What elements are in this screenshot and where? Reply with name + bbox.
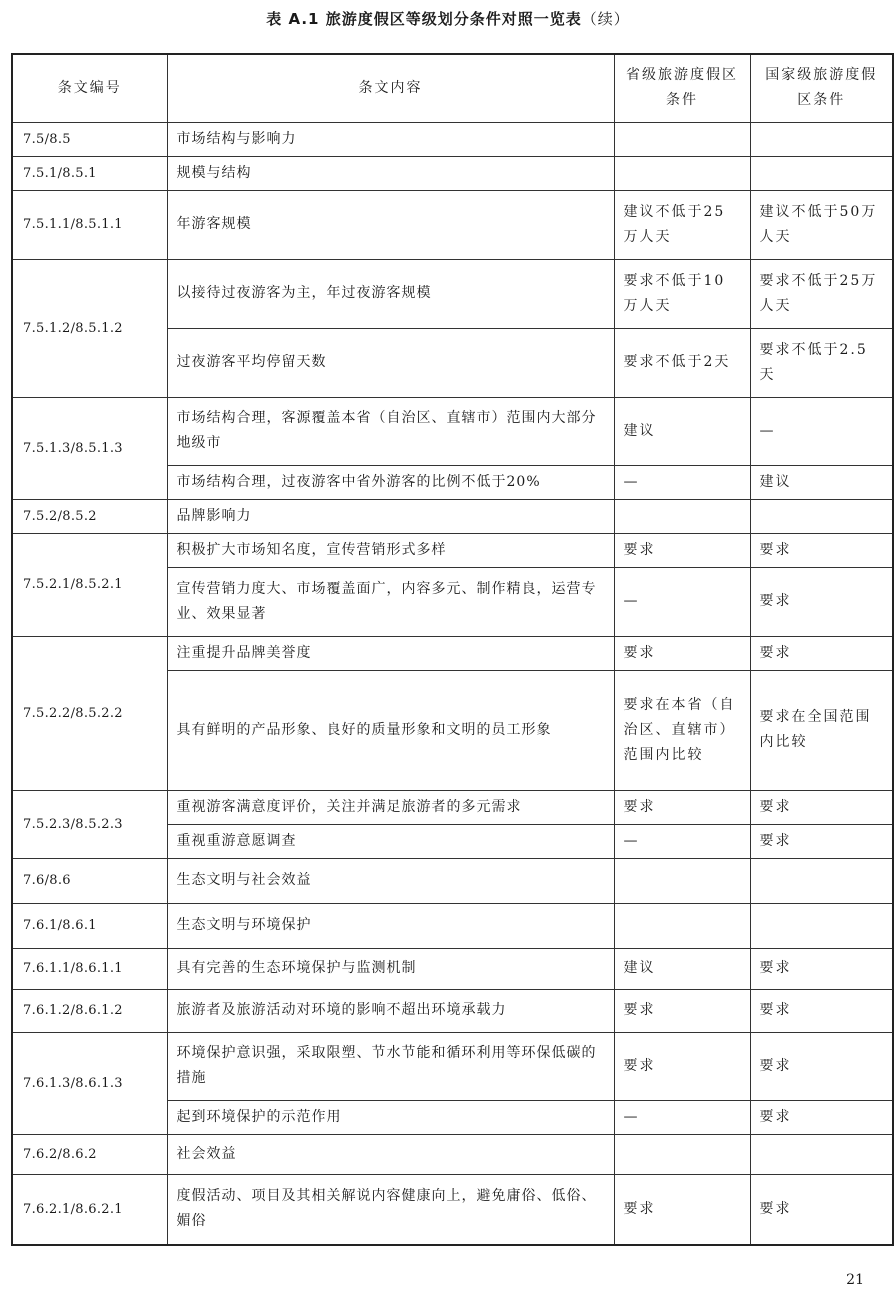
clause-content: 积极扩大市场知名度，宣传营销形式多样	[167, 533, 614, 567]
table-row	[12, 1032, 893, 1100]
provincial-condition: 建议	[614, 948, 750, 989]
clause-content: 旅游者及旅游活动对环境的影响不超出环境承载力	[167, 989, 614, 1032]
provincial-condition: 要求在本省（自治区、直辖市）范围内比较	[614, 670, 750, 790]
table-row	[12, 636, 893, 670]
national-condition: 要求	[750, 1174, 893, 1245]
provincial-condition	[614, 858, 750, 903]
clause-code: 7.5.1.3/8.5.1.3	[12, 397, 167, 499]
national-condition: 要求	[750, 824, 893, 858]
clause-code: 7.5.2.1/8.5.2.1	[12, 533, 167, 636]
provincial-condition: 要求	[614, 790, 750, 824]
provincial-condition: 要求	[614, 636, 750, 670]
clause-content: 年游客规模	[167, 190, 614, 259]
provincial-condition	[614, 156, 750, 190]
clause-content: 社会效益	[167, 1134, 614, 1174]
table-row	[12, 533, 893, 567]
page-number: 21	[846, 1272, 864, 1288]
table-row	[12, 1134, 893, 1174]
table-row	[12, 903, 893, 948]
clause-content: 市场结构合理，过夜游客中省外游客的比例不低于20%	[167, 465, 614, 499]
clause-content: 具有完善的生态环境保护与监测机制	[167, 948, 614, 989]
clause-code: 7.5.2.3/8.5.2.3	[12, 790, 167, 858]
provincial-condition: 建议不低于25万人天	[614, 190, 750, 259]
clause-content: 重视游客满意度评价，关注并满足旅游者的多元需求	[167, 790, 614, 824]
clause-content: 市场结构与影响力	[167, 122, 614, 156]
national-condition	[750, 499, 893, 533]
provincial-condition: 要求	[614, 1032, 750, 1100]
provincial-condition: —	[614, 1100, 750, 1134]
clause-code: 7.5/8.5	[12, 122, 167, 156]
provincial-condition: —	[614, 567, 750, 636]
table-row	[12, 190, 893, 259]
provincial-condition: 要求	[614, 1174, 750, 1245]
clause-code: 7.5.2.2/8.5.2.2	[12, 636, 167, 790]
national-condition: 要求	[750, 1032, 893, 1100]
provincial-condition: 要求不低于2天	[614, 328, 750, 397]
clause-content: 宣传营销力度大、市场覆盖面广，内容多元、制作精良，运营专业、效果显著	[167, 567, 614, 636]
national-condition: —	[750, 397, 893, 465]
national-condition: 要求	[750, 790, 893, 824]
table-row	[12, 156, 893, 190]
clause-code: 7.6.1.3/8.6.1.3	[12, 1032, 167, 1134]
clause-code: 7.5.1/8.5.1	[12, 156, 167, 190]
clause-content: 具有鲜明的产品形象、良好的质量形象和文明的员工形象	[167, 670, 614, 790]
national-condition: 要求不低于25万人天	[750, 259, 893, 328]
clause-content: 度假活动、项目及其相关解说内容健康向上，避免庸俗、低俗、媚俗	[167, 1174, 614, 1245]
national-condition	[750, 1134, 893, 1174]
column-header-content: 条文内容	[167, 54, 614, 122]
clause-code: 7.6.1.2/8.6.1.2	[12, 989, 167, 1032]
clause-content: 重视重游意愿调查	[167, 824, 614, 858]
provincial-condition	[614, 1134, 750, 1174]
table-row	[12, 989, 893, 1032]
clause-code: 7.6.2.1/8.6.2.1	[12, 1174, 167, 1245]
clause-content: 过夜游客平均停留天数	[167, 328, 614, 397]
clause-code: 7.6.1/8.6.1	[12, 903, 167, 948]
table-title: 表 A.1 旅游度假区等级划分条件对照一览表（续）	[266, 10, 630, 28]
table-row	[12, 858, 893, 903]
national-condition	[750, 858, 893, 903]
provincial-condition	[614, 499, 750, 533]
provincial-condition	[614, 122, 750, 156]
provincial-condition: 要求不低于10万人天	[614, 259, 750, 328]
national-condition: 要求	[750, 567, 893, 636]
provincial-condition: 要求	[614, 533, 750, 567]
national-condition: 建议不低于50万人天	[750, 190, 893, 259]
provincial-condition	[614, 903, 750, 948]
national-condition	[750, 156, 893, 190]
national-condition: 要求不低于2.5天	[750, 328, 893, 397]
clause-content: 规模与结构	[167, 156, 614, 190]
clause-content: 环境保护意识强，采取限塑、节水节能和循环利用等环保低碳的措施	[167, 1032, 614, 1100]
provincial-condition: 建议	[614, 397, 750, 465]
table-header-row	[12, 54, 893, 122]
table-row	[12, 1174, 893, 1245]
column-header-code: 条文编号	[12, 54, 167, 122]
table-row	[12, 122, 893, 156]
clause-content: 起到环境保护的示范作用	[167, 1100, 614, 1134]
national-condition: 要求	[750, 1100, 893, 1134]
table-row	[12, 259, 893, 328]
provincial-condition: 要求	[614, 989, 750, 1032]
national-condition	[750, 903, 893, 948]
national-condition: 要求	[750, 948, 893, 989]
national-condition: 要求	[750, 989, 893, 1032]
provincial-condition: —	[614, 824, 750, 858]
clause-content: 生态文明与社会效益	[167, 858, 614, 903]
national-condition: 要求在全国范围内比较	[750, 670, 893, 790]
clause-code: 7.5.2/8.5.2	[12, 499, 167, 533]
clause-content: 以接待过夜游客为主，年过夜游客规模	[167, 259, 614, 328]
table-row	[12, 948, 893, 989]
national-condition	[750, 122, 893, 156]
clause-code: 7.5.1.1/8.5.1.1	[12, 190, 167, 259]
table-row	[12, 499, 893, 533]
clause-content: 注重提升品牌美誉度	[167, 636, 614, 670]
clause-code: 7.6/8.6	[12, 858, 167, 903]
national-condition: 要求	[750, 533, 893, 567]
table-row	[12, 790, 893, 824]
clause-content: 品牌影响力	[167, 499, 614, 533]
clause-content: 市场结构合理，客源覆盖本省（自治区、直辖市）范围内大部分地级市	[167, 397, 614, 465]
table-row	[12, 397, 893, 465]
column-header-national: 国家级旅游度假区条件	[750, 54, 893, 122]
clause-code: 7.6.1.1/8.6.1.1	[12, 948, 167, 989]
column-header-provincial: 省级旅游度假区条件	[614, 54, 750, 122]
conditions-table	[11, 53, 894, 1246]
clause-code: 7.6.2/8.6.2	[12, 1134, 167, 1174]
national-condition: 要求	[750, 636, 893, 670]
national-condition: 建议	[750, 465, 893, 499]
clause-content: 生态文明与环境保护	[167, 903, 614, 948]
provincial-condition: —	[614, 465, 750, 499]
clause-code: 7.5.1.2/8.5.1.2	[12, 259, 167, 397]
